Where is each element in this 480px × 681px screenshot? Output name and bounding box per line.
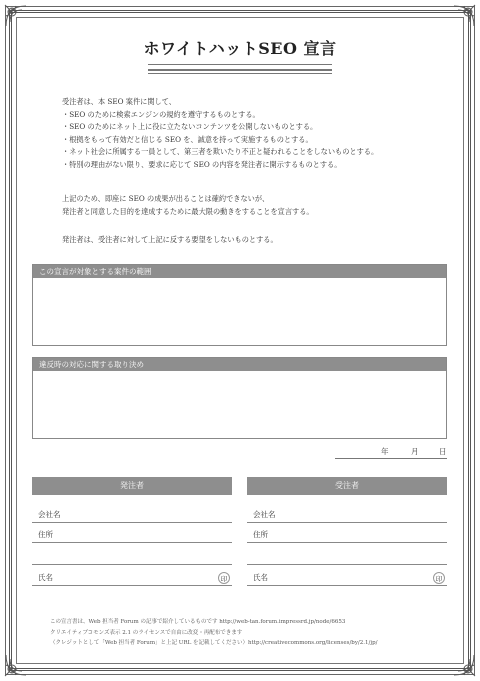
declaration-intro: 受注者は、本 SEO 案件に関して、 xyxy=(62,97,176,106)
seal-icon: 印 xyxy=(433,572,445,584)
footer-line: この宣言書は、Web 担当者 Forum の記事で紹介しているものです http://web-tan.forum.impressrd.jp/node/6653 xyxy=(50,619,346,625)
contractor-heading: 受注者 xyxy=(247,477,447,495)
client-company-field[interactable] xyxy=(32,508,232,523)
violation-section-heading: 違反時の対応に関する取り決め xyxy=(33,358,446,371)
contractor-name-field[interactable] xyxy=(247,571,447,586)
contractor-address-label: 住所 xyxy=(253,530,268,539)
declaration-text-line: 発注者は、受注者に対して上記に反する要望をしないものとする。 xyxy=(62,235,278,244)
date-year-label: 年 xyxy=(381,447,389,456)
scope-section-heading: この宣言が対象とする案件の範囲 xyxy=(33,265,446,278)
scope-section xyxy=(32,264,447,346)
scope-input-area[interactable] xyxy=(33,278,446,346)
contractor-address-line-2[interactable] xyxy=(247,550,447,565)
declaration-paragraph-2 xyxy=(62,193,314,218)
corner-ornament-icon xyxy=(450,2,478,30)
declaration-bullet: ・ 特別の理由がない限り、要求に応じて SEO の内容を発注者に開示するものとする。 xyxy=(62,159,378,172)
date-day-label: 日 xyxy=(439,447,447,456)
date-month-label: 月 xyxy=(411,447,419,456)
client-company-label: 会社名 xyxy=(38,510,61,519)
client-address-line-2[interactable] xyxy=(32,550,232,565)
seal-icon: 印 xyxy=(218,572,230,584)
declaration-text xyxy=(62,96,378,172)
declaration-bullet-list xyxy=(62,109,378,172)
footer-line: クリエイティブコモンズ表示 2.1 のライセンスで自由に改変・再配布できます xyxy=(50,629,243,636)
date-field[interactable] xyxy=(335,446,447,459)
title-underline xyxy=(148,70,332,74)
contractor-name-label: 氏名 xyxy=(253,573,268,582)
client-address-field[interactable] xyxy=(32,528,232,543)
declaration-text-line: 上記のため、即座に SEO の成果が出ることは確約できないが、 xyxy=(62,194,270,203)
violation-section xyxy=(32,357,447,439)
corner-ornament-icon xyxy=(2,651,30,679)
declaration-bullet: ・ 根拠をもって有効だと信じる SEO を、誠意を持って実施するものとする。 xyxy=(62,134,378,147)
document-title: ホワイトハットSEO 宣言 xyxy=(143,39,337,58)
declaration-text-line: 発注者と同意した目的を達成するために最大限の動きをすることを宣言する。 xyxy=(62,206,314,216)
footer-credits xyxy=(50,617,377,649)
contractor-company-label: 会社名 xyxy=(253,510,276,519)
client-heading: 発注者 xyxy=(32,477,232,495)
client-name-label: 氏名 xyxy=(38,573,53,582)
client-name-field[interactable] xyxy=(32,571,232,586)
corner-ornament-icon xyxy=(450,651,478,679)
declaration-paragraph-3 xyxy=(62,234,278,247)
declaration-bullet: ・ SEO のために検索エンジンの規約を遵守するものとする。 xyxy=(62,109,378,122)
client-address-label: 住所 xyxy=(38,530,53,539)
violation-input-area[interactable] xyxy=(33,371,446,439)
footer-line: （クレジットとして「Web 担当者 Forum」と上記 URL を記載してください）http://creativecommons.org/licenses/by/2.1/jp/ xyxy=(50,640,378,646)
contractor-address-field[interactable] xyxy=(247,528,447,543)
contractor-company-field[interactable] xyxy=(247,508,447,523)
declaration-bullet: ・ SEO のためにネット上に役に立たないコンテンツを公開しないものとする。 xyxy=(62,121,378,134)
corner-ornament-icon xyxy=(2,2,30,30)
declaration-bullet: ・ ネット社会に所属する一員として、第三者を欺いたり不正と疑われることをしないものとする。 xyxy=(62,146,378,159)
